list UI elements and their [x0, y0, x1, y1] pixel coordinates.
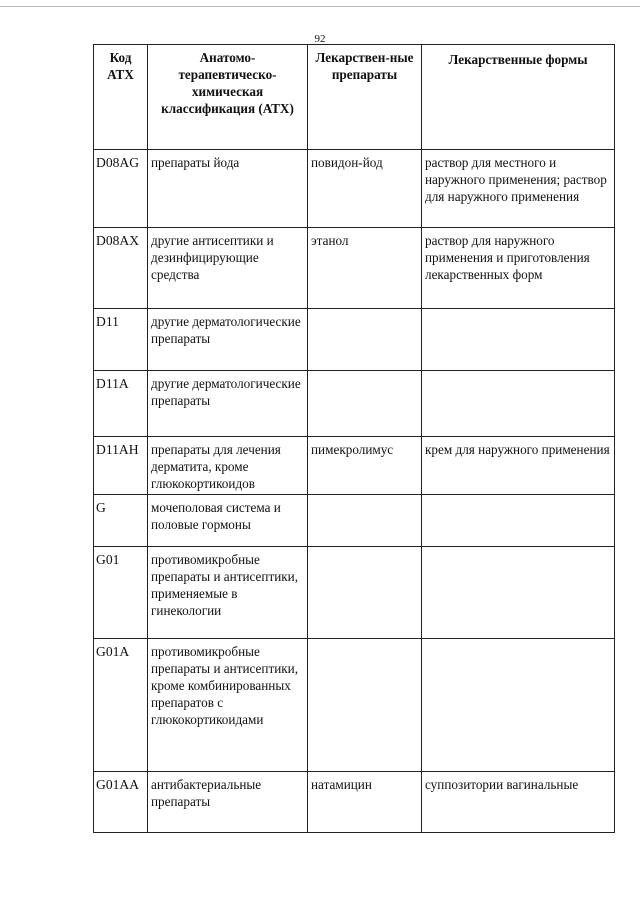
form-cell [422, 309, 615, 371]
table-row [94, 772, 615, 833]
table-row [94, 639, 615, 772]
drug-cell: натамицин [308, 772, 422, 833]
drug-cell [308, 309, 422, 371]
table-row [94, 495, 615, 547]
classification-cell: другие дерматологические препараты [148, 371, 308, 437]
drug-cell [308, 371, 422, 437]
drug-cell: пимекролимус [308, 437, 422, 495]
classification-cell: мочеполовая система и половые гормоны [148, 495, 308, 547]
drug-cell [308, 495, 422, 547]
header-drugs: Лекарствен-ные препараты [308, 45, 422, 150]
page-top-edge-line [0, 6, 640, 7]
drug-cell: повидон-йод [308, 150, 422, 228]
atx-drug-table [93, 44, 615, 833]
header-forms: Лекарственные формы [422, 45, 615, 150]
table-header-row [94, 45, 615, 150]
form-cell [422, 495, 615, 547]
table-row [94, 547, 615, 639]
table-row [94, 309, 615, 371]
table-row [94, 150, 615, 228]
drug-cell [308, 547, 422, 639]
form-cell: суппозитории вагинальные [422, 772, 615, 833]
form-cell [422, 639, 615, 772]
classification-cell: препараты йода [148, 150, 308, 228]
classification-cell: противомикробные препараты и антисептики, кроме комбинированных препаратов с глюкокортикоидами [148, 639, 308, 772]
atx-code-cell: D08AG [94, 150, 148, 228]
table-row [94, 371, 615, 437]
atx-code-cell: G [94, 495, 148, 547]
table-row [94, 437, 615, 495]
atx-code-cell: D11AH [94, 437, 148, 495]
atx-code-cell: G01 [94, 547, 148, 639]
atx-code-cell: D11A [94, 371, 148, 437]
classification-cell: другие дерматологические препараты [148, 309, 308, 371]
drug-cell [308, 639, 422, 772]
atx-code-cell: D08AX [94, 228, 148, 309]
form-cell [422, 371, 615, 437]
table-row [94, 228, 615, 309]
form-cell: крем для наружного применения [422, 437, 615, 495]
form-cell: раствор для наружного применения и приготовления лекарственных форм [422, 228, 615, 309]
classification-cell: другие антисептики и дезинфицирующие средства [148, 228, 308, 309]
classification-cell: препараты для лечения дерматита, кроме глюкокортикоидов [148, 437, 308, 495]
form-cell [422, 547, 615, 639]
classification-cell: противомикробные препараты и антисептики, применяемые в гинекологии [148, 547, 308, 639]
classification-cell: антибактериальные препараты [148, 772, 308, 833]
form-cell: раствор для местного и наружного применения; раствор для наружного применения [422, 150, 615, 228]
page-number: 92 [314, 33, 326, 45]
atx-code-cell: D11 [94, 309, 148, 371]
drug-cell: этанол [308, 228, 422, 309]
atx-code-cell: G01AA [94, 772, 148, 833]
atx-code-cell: G01A [94, 639, 148, 772]
header-code: Код АТХ [94, 45, 148, 150]
header-classification: Анатомо-терапевтическо-химическая классификация (АТХ) [148, 45, 308, 150]
